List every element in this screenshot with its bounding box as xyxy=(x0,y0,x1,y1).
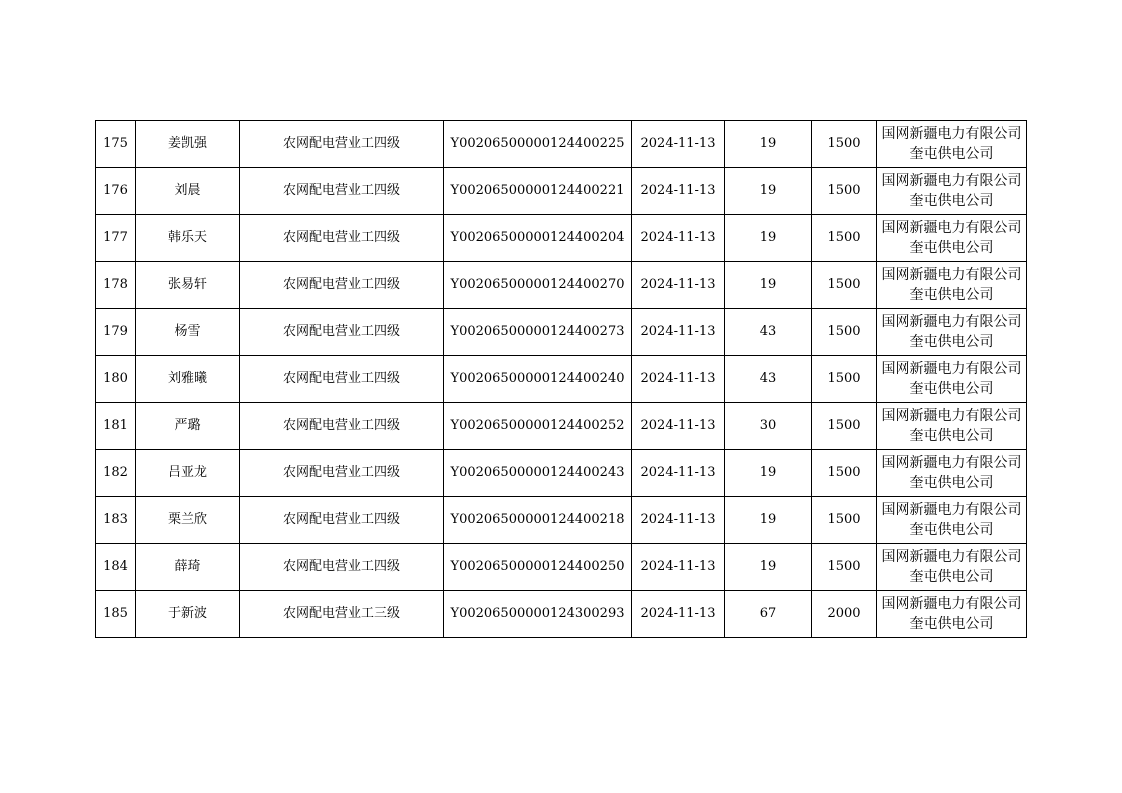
table-row xyxy=(96,497,1027,544)
cell-hours: 19 xyxy=(725,215,812,262)
table-row xyxy=(96,544,1027,591)
cell-serial-number: 182 xyxy=(96,450,136,497)
cell-hours: 19 xyxy=(725,262,812,309)
table-row xyxy=(96,121,1027,168)
subsidy-table xyxy=(95,120,1027,638)
cell-person-name: 于新波 xyxy=(136,591,240,638)
cell-amount: 1500 xyxy=(812,497,877,544)
cell-company: 国网新疆电力有限公司奎屯供电公司 xyxy=(877,591,1027,638)
cell-amount: 1500 xyxy=(812,403,877,450)
cell-issue-date: 2024-11-13 xyxy=(632,591,725,638)
table-row xyxy=(96,591,1027,638)
cell-amount: 1500 xyxy=(812,309,877,356)
table-body xyxy=(96,121,1027,638)
cell-person-name: 吕亚龙 xyxy=(136,450,240,497)
cell-job-title: 农网配电营业工四级 xyxy=(240,356,444,403)
cell-issue-date: 2024-11-13 xyxy=(632,497,725,544)
cell-hours: 19 xyxy=(725,544,812,591)
cell-job-title: 农网配电营业工三级 xyxy=(240,591,444,638)
cell-company: 国网新疆电力有限公司奎屯供电公司 xyxy=(877,262,1027,309)
cell-issue-date: 2024-11-13 xyxy=(632,215,725,262)
cell-company: 国网新疆电力有限公司奎屯供电公司 xyxy=(877,403,1027,450)
cell-issue-date: 2024-11-13 xyxy=(632,356,725,403)
cell-person-name: 薛琦 xyxy=(136,544,240,591)
cell-job-title: 农网配电营业工四级 xyxy=(240,121,444,168)
cell-hours: 30 xyxy=(725,403,812,450)
cell-hours: 43 xyxy=(725,309,812,356)
table-row xyxy=(96,356,1027,403)
cell-serial-number: 177 xyxy=(96,215,136,262)
cell-hours: 43 xyxy=(725,356,812,403)
cell-hours: 19 xyxy=(725,497,812,544)
cell-serial-number: 183 xyxy=(96,497,136,544)
table-row xyxy=(96,262,1027,309)
table-row xyxy=(96,309,1027,356)
cell-person-name: 张易轩 xyxy=(136,262,240,309)
cell-certificate-number: Y00206500000124300293 xyxy=(444,591,632,638)
table-row xyxy=(96,168,1027,215)
cell-company: 国网新疆电力有限公司奎屯供电公司 xyxy=(877,497,1027,544)
cell-issue-date: 2024-11-13 xyxy=(632,262,725,309)
cell-issue-date: 2024-11-13 xyxy=(632,121,725,168)
cell-person-name: 刘雅曦 xyxy=(136,356,240,403)
cell-serial-number: 181 xyxy=(96,403,136,450)
cell-job-title: 农网配电营业工四级 xyxy=(240,403,444,450)
cell-serial-number: 175 xyxy=(96,121,136,168)
cell-serial-number: 179 xyxy=(96,309,136,356)
cell-issue-date: 2024-11-13 xyxy=(632,544,725,591)
cell-company: 国网新疆电力有限公司奎屯供电公司 xyxy=(877,450,1027,497)
table-row xyxy=(96,215,1027,262)
cell-amount: 1500 xyxy=(812,121,877,168)
cell-person-name: 姜凯强 xyxy=(136,121,240,168)
cell-certificate-number: Y00206500000124400204 xyxy=(444,215,632,262)
cell-serial-number: 184 xyxy=(96,544,136,591)
cell-certificate-number: Y00206500000124400273 xyxy=(444,309,632,356)
cell-issue-date: 2024-11-13 xyxy=(632,450,725,497)
cell-amount: 1500 xyxy=(812,450,877,497)
cell-serial-number: 180 xyxy=(96,356,136,403)
cell-certificate-number: Y00206500000124400252 xyxy=(444,403,632,450)
table-row xyxy=(96,403,1027,450)
cell-job-title: 农网配电营业工四级 xyxy=(240,497,444,544)
cell-person-name: 栗兰欣 xyxy=(136,497,240,544)
cell-amount: 1500 xyxy=(812,215,877,262)
cell-job-title: 农网配电营业工四级 xyxy=(240,168,444,215)
cell-job-title: 农网配电营业工四级 xyxy=(240,262,444,309)
table-row xyxy=(96,450,1027,497)
cell-job-title: 农网配电营业工四级 xyxy=(240,544,444,591)
cell-job-title: 农网配电营业工四级 xyxy=(240,309,444,356)
cell-company: 国网新疆电力有限公司奎屯供电公司 xyxy=(877,356,1027,403)
cell-certificate-number: Y00206500000124400218 xyxy=(444,497,632,544)
cell-certificate-number: Y00206500000124400243 xyxy=(444,450,632,497)
cell-person-name: 杨雪 xyxy=(136,309,240,356)
cell-company: 国网新疆电力有限公司奎屯供电公司 xyxy=(877,215,1027,262)
cell-company: 国网新疆电力有限公司奎屯供电公司 xyxy=(877,168,1027,215)
cell-serial-number: 185 xyxy=(96,591,136,638)
cell-amount: 2000 xyxy=(812,591,877,638)
cell-serial-number: 176 xyxy=(96,168,136,215)
cell-amount: 1500 xyxy=(812,262,877,309)
cell-serial-number: 178 xyxy=(96,262,136,309)
cell-issue-date: 2024-11-13 xyxy=(632,309,725,356)
cell-company: 国网新疆电力有限公司奎屯供电公司 xyxy=(877,544,1027,591)
cell-hours: 67 xyxy=(725,591,812,638)
cell-job-title: 农网配电营业工四级 xyxy=(240,215,444,262)
cell-hours: 19 xyxy=(725,121,812,168)
cell-person-name: 严璐 xyxy=(136,403,240,450)
cell-certificate-number: Y00206500000124400221 xyxy=(444,168,632,215)
cell-certificate-number: Y00206500000124400250 xyxy=(444,544,632,591)
cell-hours: 19 xyxy=(725,168,812,215)
cell-company: 国网新疆电力有限公司奎屯供电公司 xyxy=(877,309,1027,356)
cell-certificate-number: Y00206500000124400225 xyxy=(444,121,632,168)
cell-person-name: 刘晨 xyxy=(136,168,240,215)
cell-hours: 19 xyxy=(725,450,812,497)
cell-amount: 1500 xyxy=(812,168,877,215)
cell-amount: 1500 xyxy=(812,544,877,591)
cell-person-name: 韩乐天 xyxy=(136,215,240,262)
cell-issue-date: 2024-11-13 xyxy=(632,168,725,215)
cell-amount: 1500 xyxy=(812,356,877,403)
cell-certificate-number: Y00206500000124400240 xyxy=(444,356,632,403)
cell-job-title: 农网配电营业工四级 xyxy=(240,450,444,497)
cell-company: 国网新疆电力有限公司奎屯供电公司 xyxy=(877,121,1027,168)
cell-issue-date: 2024-11-13 xyxy=(632,403,725,450)
cell-certificate-number: Y00206500000124400270 xyxy=(444,262,632,309)
